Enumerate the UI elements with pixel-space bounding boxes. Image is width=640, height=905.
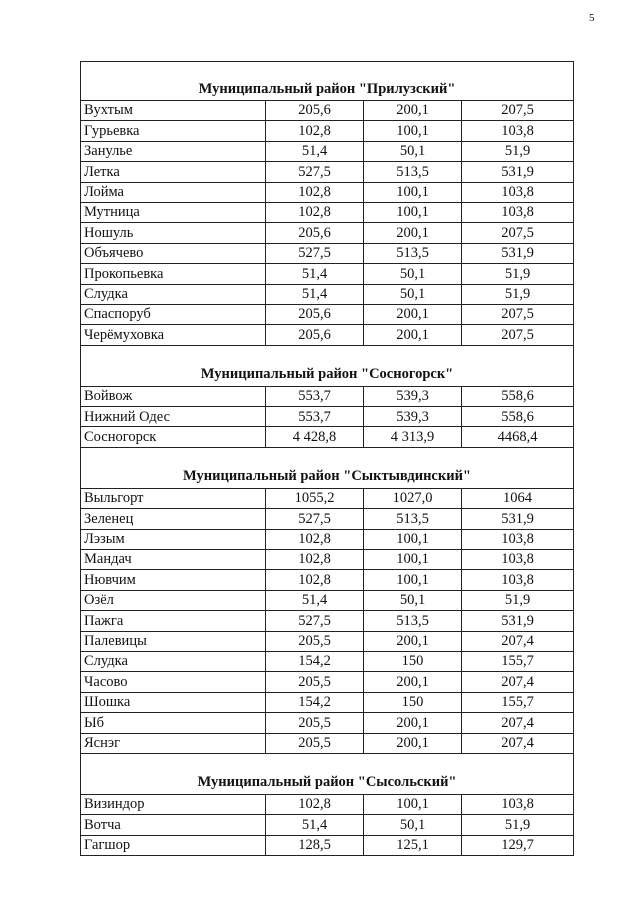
value-cell-1: 205,6 xyxy=(266,304,364,324)
value-cell-1: 527,5 xyxy=(266,509,364,529)
value-cell-3: 103,8 xyxy=(462,202,574,222)
value-cell-1: 553,7 xyxy=(266,407,364,427)
settlement-name-cell: Летка xyxy=(81,162,266,182)
settlements-table xyxy=(80,61,574,856)
value-cell-3: 155,7 xyxy=(462,651,574,671)
value-cell-2: 100,1 xyxy=(364,550,462,570)
value-cell-3: 4468,4 xyxy=(462,427,574,447)
value-cell-2: 539,3 xyxy=(364,407,462,427)
settlement-name-cell: Слудка xyxy=(81,651,266,671)
value-cell-2: 100,1 xyxy=(364,570,462,590)
value-cell-3: 531,9 xyxy=(462,509,574,529)
settlement-name-cell: Занулье xyxy=(81,141,266,161)
section-header-row xyxy=(81,62,574,101)
table-row xyxy=(81,304,574,324)
settlement-name-cell: Озёл xyxy=(81,590,266,610)
value-cell-1: 102,8 xyxy=(266,121,364,141)
table-row xyxy=(81,794,574,814)
value-cell-2: 100,1 xyxy=(364,794,462,814)
table-row xyxy=(81,407,574,427)
value-cell-3: 207,5 xyxy=(462,325,574,345)
value-cell-3: 207,5 xyxy=(462,304,574,324)
value-cell-1: 102,8 xyxy=(266,550,364,570)
table-body xyxy=(81,62,574,856)
value-cell-2: 200,1 xyxy=(364,631,462,651)
value-cell-2: 513,5 xyxy=(364,611,462,631)
table-row xyxy=(81,202,574,222)
value-cell-3: 103,8 xyxy=(462,182,574,202)
table-row xyxy=(81,162,574,182)
value-cell-3: 51,9 xyxy=(462,590,574,610)
settlement-name-cell: Войвож xyxy=(81,386,266,406)
value-cell-2: 200,1 xyxy=(364,325,462,345)
settlement-name-cell: Вотча xyxy=(81,815,266,835)
value-cell-3: 51,9 xyxy=(462,264,574,284)
value-cell-2: 100,1 xyxy=(364,529,462,549)
value-cell-1: 51,4 xyxy=(266,284,364,304)
settlement-name-cell: Гурьевка xyxy=(81,121,266,141)
value-cell-2: 513,5 xyxy=(364,509,462,529)
table-row xyxy=(81,101,574,121)
value-cell-3: 1064 xyxy=(462,488,574,508)
value-cell-1: 205,6 xyxy=(266,325,364,345)
table-row xyxy=(81,427,574,447)
value-cell-2: 125,1 xyxy=(364,835,462,855)
value-cell-1: 527,5 xyxy=(266,611,364,631)
table-row xyxy=(81,611,574,631)
value-cell-2: 100,1 xyxy=(364,121,462,141)
section-header-row xyxy=(81,447,574,488)
value-cell-3: 207,4 xyxy=(462,631,574,651)
value-cell-1: 527,5 xyxy=(266,162,364,182)
value-cell-2: 200,1 xyxy=(364,672,462,692)
table-row xyxy=(81,141,574,161)
table-row xyxy=(81,325,574,345)
value-cell-1: 154,2 xyxy=(266,651,364,671)
settlement-name-cell: Прокопьевка xyxy=(81,264,266,284)
value-cell-3: 51,9 xyxy=(462,284,574,304)
table-row xyxy=(81,713,574,733)
value-cell-3: 103,8 xyxy=(462,550,574,570)
value-cell-1: 51,4 xyxy=(266,141,364,161)
table-row xyxy=(81,284,574,304)
value-cell-2: 539,3 xyxy=(364,386,462,406)
value-cell-3: 207,4 xyxy=(462,713,574,733)
settlement-name-cell: Ношуль xyxy=(81,223,266,243)
table-row xyxy=(81,692,574,712)
value-cell-1: 205,5 xyxy=(266,672,364,692)
value-cell-1: 205,6 xyxy=(266,101,364,121)
value-cell-3: 207,4 xyxy=(462,733,574,753)
value-cell-3: 103,8 xyxy=(462,794,574,814)
settlement-name-cell: Палевицы xyxy=(81,631,266,651)
value-cell-3: 207,4 xyxy=(462,672,574,692)
value-cell-1: 102,8 xyxy=(266,570,364,590)
table-row xyxy=(81,835,574,855)
table-row xyxy=(81,223,574,243)
page-number: 5 xyxy=(589,12,595,24)
value-cell-3: 207,5 xyxy=(462,223,574,243)
table-row xyxy=(81,386,574,406)
value-cell-1: 553,7 xyxy=(266,386,364,406)
value-cell-1: 102,8 xyxy=(266,794,364,814)
table-row xyxy=(81,733,574,753)
section-header-row xyxy=(81,753,574,794)
value-cell-2: 513,5 xyxy=(364,243,462,263)
table-row xyxy=(81,590,574,610)
settlement-name-cell: Объячево xyxy=(81,243,266,263)
value-cell-1: 154,2 xyxy=(266,692,364,712)
settlement-name-cell: Лэзым xyxy=(81,529,266,549)
section-title: Муниципальный район "Прилузский" xyxy=(81,62,574,101)
value-cell-3: 103,8 xyxy=(462,570,574,590)
value-cell-1: 205,6 xyxy=(266,223,364,243)
table-row xyxy=(81,529,574,549)
value-cell-3: 103,8 xyxy=(462,121,574,141)
settlement-name-cell: Слудка xyxy=(81,284,266,304)
settlement-name-cell: Нижний Одес xyxy=(81,407,266,427)
value-cell-1: 205,5 xyxy=(266,733,364,753)
value-cell-1: 102,8 xyxy=(266,182,364,202)
value-cell-2: 200,1 xyxy=(364,304,462,324)
value-cell-1: 51,4 xyxy=(266,590,364,610)
settlement-name-cell: Пажга xyxy=(81,611,266,631)
table-row xyxy=(81,182,574,202)
value-cell-1: 51,4 xyxy=(266,815,364,835)
table-row xyxy=(81,631,574,651)
settlement-name-cell: Часово xyxy=(81,672,266,692)
value-cell-2: 50,1 xyxy=(364,590,462,610)
value-cell-2: 50,1 xyxy=(364,141,462,161)
table-row xyxy=(81,815,574,835)
settlement-name-cell: Вухтым xyxy=(81,101,266,121)
table-row xyxy=(81,570,574,590)
settlement-name-cell: Нювчим xyxy=(81,570,266,590)
value-cell-1: 102,8 xyxy=(266,202,364,222)
value-cell-2: 200,1 xyxy=(364,101,462,121)
settlement-name-cell: Ыб xyxy=(81,713,266,733)
value-cell-3: 531,9 xyxy=(462,162,574,182)
value-cell-1: 128,5 xyxy=(266,835,364,855)
table-row xyxy=(81,121,574,141)
table-row xyxy=(81,550,574,570)
value-cell-3: 531,9 xyxy=(462,611,574,631)
value-cell-2: 200,1 xyxy=(364,713,462,733)
value-cell-3: 155,7 xyxy=(462,692,574,712)
value-cell-1: 205,5 xyxy=(266,631,364,651)
value-cell-2: 100,1 xyxy=(364,202,462,222)
settlement-name-cell: Зеленец xyxy=(81,509,266,529)
value-cell-3: 558,6 xyxy=(462,407,574,427)
value-cell-2: 150 xyxy=(364,692,462,712)
value-cell-2: 200,1 xyxy=(364,223,462,243)
value-cell-2: 50,1 xyxy=(364,815,462,835)
value-cell-2: 150 xyxy=(364,651,462,671)
value-cell-3: 103,8 xyxy=(462,529,574,549)
value-cell-2: 50,1 xyxy=(364,284,462,304)
value-cell-2: 200,1 xyxy=(364,733,462,753)
table-row xyxy=(81,488,574,508)
settlement-name-cell: Гагшор xyxy=(81,835,266,855)
value-cell-1: 4 428,8 xyxy=(266,427,364,447)
value-cell-1: 102,8 xyxy=(266,529,364,549)
value-cell-3: 129,7 xyxy=(462,835,574,855)
table-row xyxy=(81,651,574,671)
value-cell-3: 207,5 xyxy=(462,101,574,121)
value-cell-2: 100,1 xyxy=(364,182,462,202)
value-cell-3: 51,9 xyxy=(462,815,574,835)
value-cell-1: 527,5 xyxy=(266,243,364,263)
value-cell-1: 51,4 xyxy=(266,264,364,284)
value-cell-3: 51,9 xyxy=(462,141,574,161)
settlement-name-cell: Сосногорск xyxy=(81,427,266,447)
settlement-name-cell: Лойма xyxy=(81,182,266,202)
value-cell-2: 513,5 xyxy=(364,162,462,182)
settlement-name-cell: Мандач xyxy=(81,550,266,570)
settlement-name-cell: Яснэг xyxy=(81,733,266,753)
settlement-name-cell: Мутница xyxy=(81,202,266,222)
value-cell-1: 1055,2 xyxy=(266,488,364,508)
value-cell-3: 558,6 xyxy=(462,386,574,406)
settlement-name-cell: Визиндор xyxy=(81,794,266,814)
table-row xyxy=(81,672,574,692)
section-header-row xyxy=(81,345,574,386)
section-title: Муниципальный район "Сыктывдинский" xyxy=(81,447,574,488)
value-cell-2: 50,1 xyxy=(364,264,462,284)
settlement-name-cell: Выльгорт xyxy=(81,488,266,508)
value-cell-3: 531,9 xyxy=(462,243,574,263)
settlement-name-cell: Черёмуховка xyxy=(81,325,266,345)
section-title: Муниципальный район "Сосногорск" xyxy=(81,345,574,386)
value-cell-2: 1027,0 xyxy=(364,488,462,508)
value-cell-2: 4 313,9 xyxy=(364,427,462,447)
section-title: Муниципальный район "Сысольский" xyxy=(81,753,574,794)
table-row xyxy=(81,264,574,284)
table-row xyxy=(81,243,574,263)
value-cell-1: 205,5 xyxy=(266,713,364,733)
table-row xyxy=(81,509,574,529)
settlement-name-cell: Спаспоруб xyxy=(81,304,266,324)
settlement-name-cell: Шошка xyxy=(81,692,266,712)
